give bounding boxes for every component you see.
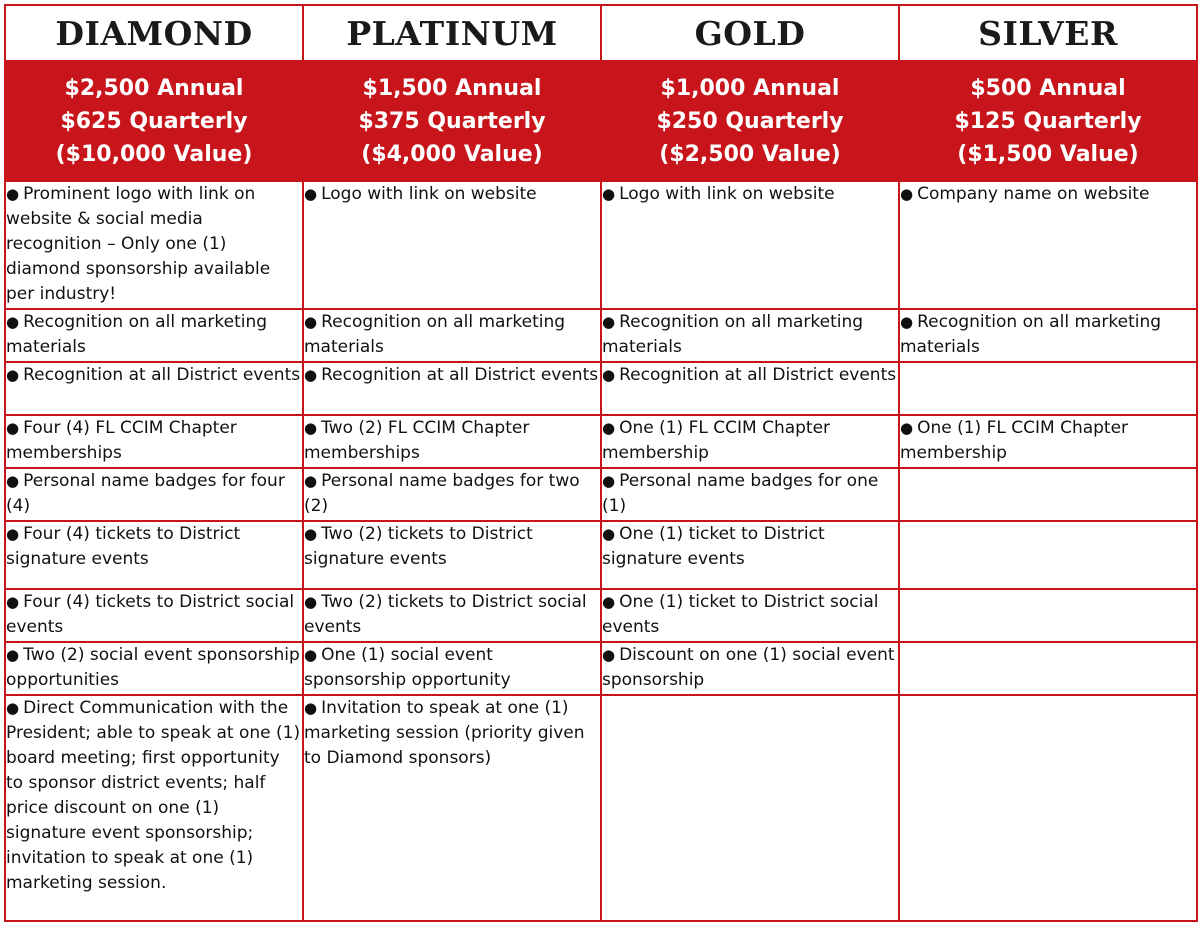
- benefit-cell: [303, 468, 601, 521]
- benefit-text: Logo with link on website: [321, 184, 537, 204]
- benefit-text: Personal name badges for one (1): [602, 471, 879, 516]
- benefit-cell: [303, 642, 601, 695]
- bullet-icon: ●: [6, 472, 20, 490]
- bullet-icon: ●: [6, 593, 20, 611]
- bullet-icon: ●: [900, 313, 914, 331]
- benefit-text: One (1) ticket to District signature events: [602, 524, 825, 569]
- benefit-cell-empty: [899, 362, 1197, 415]
- benefit-cell: [303, 415, 601, 468]
- benefit-text: Personal name badges for two (2): [304, 471, 580, 516]
- quarterly-price: $375 Quarterly: [358, 108, 546, 134]
- bullet-icon: ●: [6, 646, 20, 664]
- benefit-text: Personal name badges for four (4): [6, 471, 285, 516]
- bullet-icon: ●: [304, 699, 318, 717]
- benefit-text: One (1) FL CCIM Chapter membership: [602, 418, 831, 463]
- benefit-text: Recognition on all marketing materials: [900, 312, 1162, 357]
- bullet-icon: ●: [304, 366, 318, 384]
- benefit-row-social-sponsorship: [5, 642, 1197, 695]
- benefit-text: Recognition at all District events: [23, 365, 301, 385]
- annual-price: $2,500 Annual: [64, 75, 244, 101]
- benefit-text: Recognition on all marketing materials: [304, 312, 566, 357]
- benefit-cell: [899, 415, 1197, 468]
- benefit-cell: [5, 642, 303, 695]
- benefit-cell: [601, 468, 899, 521]
- benefit-row-website: [5, 181, 1197, 309]
- benefit-row-marketing: [5, 309, 1197, 362]
- benefit-text: Recognition at all District events: [619, 365, 897, 385]
- benefit-cell: [303, 589, 601, 642]
- bullet-icon: ●: [304, 472, 318, 490]
- benefit-text: Logo with link on website: [619, 184, 835, 204]
- bullet-icon: ●: [6, 525, 20, 543]
- benefit-text: Recognition on all marketing materials: [6, 312, 268, 357]
- benefit-cell: [5, 695, 303, 921]
- bullet-icon: ●: [6, 366, 20, 384]
- price-block-platinum: [303, 61, 601, 181]
- benefit-text: Two (2) social event sponsorship opportunities: [6, 645, 300, 690]
- benefit-cell: [601, 181, 899, 309]
- benefit-cell: [303, 521, 601, 589]
- benefit-cell: [601, 415, 899, 468]
- bullet-icon: ●: [602, 419, 616, 437]
- quarterly-price: $125 Quarterly: [954, 108, 1142, 134]
- annual-price: $1,000 Annual: [660, 75, 840, 101]
- bullet-icon: ●: [602, 472, 616, 490]
- quarterly-price: $625 Quarterly: [60, 108, 248, 134]
- bullet-icon: ●: [602, 185, 616, 203]
- benefit-cell-empty: [601, 695, 899, 921]
- price-block-silver: [899, 61, 1197, 181]
- bullet-icon: ●: [304, 525, 318, 543]
- benefit-text: One (1) ticket to District social events: [602, 592, 879, 637]
- benefit-cell-empty: [899, 642, 1197, 695]
- benefit-text: Two (2) tickets to District social events: [304, 592, 587, 637]
- benefit-cell: [303, 309, 601, 362]
- benefit-cell: [899, 309, 1197, 362]
- benefit-cell-empty: [899, 589, 1197, 642]
- sponsorship-value: ($10,000 Value): [55, 141, 253, 167]
- price-block-diamond: [5, 61, 303, 181]
- benefit-cell: [601, 589, 899, 642]
- bullet-icon: ●: [6, 313, 20, 331]
- benefit-row-signature-tickets: [5, 521, 1197, 589]
- tier-price-row: [5, 61, 1197, 181]
- tier-name-diamond: DIAMOND: [5, 5, 303, 61]
- benefit-cell-empty: [899, 695, 1197, 921]
- tier-name-row: [5, 5, 1197, 61]
- benefit-cell: [5, 589, 303, 642]
- bullet-icon: ●: [602, 366, 616, 384]
- benefit-row-social-tickets: [5, 589, 1197, 642]
- bullet-icon: ●: [602, 525, 616, 543]
- benefit-cell: [5, 181, 303, 309]
- benefit-row-speaking: [5, 695, 1197, 921]
- benefit-cell-empty: [899, 468, 1197, 521]
- benefit-cell: [5, 362, 303, 415]
- benefit-cell: [601, 642, 899, 695]
- tier-name-gold: GOLD: [601, 5, 899, 61]
- benefit-text: Company name on website: [917, 184, 1150, 204]
- benefit-row-memberships: [5, 415, 1197, 468]
- bullet-icon: ●: [304, 646, 318, 664]
- bullet-icon: ●: [602, 313, 616, 331]
- bullet-icon: ●: [900, 419, 914, 437]
- benefit-text: Four (4) tickets to District signature events: [6, 524, 241, 569]
- annual-price: $500 Annual: [970, 75, 1126, 101]
- bullet-icon: ●: [900, 185, 914, 203]
- benefit-cell: [899, 181, 1197, 309]
- bullet-icon: ●: [602, 646, 616, 664]
- bullet-icon: ●: [304, 593, 318, 611]
- sponsorship-tiers-sheet: [4, 4, 1196, 921]
- sponsorship-value: ($2,500 Value): [659, 141, 841, 167]
- benefit-text: One (1) FL CCIM Chapter membership: [900, 418, 1129, 463]
- benefit-cell: [303, 181, 601, 309]
- annual-price: $1,500 Annual: [362, 75, 542, 101]
- sponsorship-tiers-table: [4, 4, 1198, 922]
- tier-name-platinum: PLATINUM: [303, 5, 601, 61]
- sponsorship-value: ($4,000 Value): [361, 141, 543, 167]
- benefit-text: Two (2) tickets to District signature events: [304, 524, 533, 569]
- bullet-icon: ●: [304, 313, 318, 331]
- benefit-cell: [601, 309, 899, 362]
- quarterly-price: $250 Quarterly: [656, 108, 844, 134]
- benefit-text: Recognition on all marketing materials: [602, 312, 864, 357]
- sponsorship-value: ($1,500 Value): [957, 141, 1139, 167]
- bullet-icon: ●: [304, 419, 318, 437]
- benefit-row-district-events: [5, 362, 1197, 415]
- bullet-icon: ●: [304, 185, 318, 203]
- benefit-cell: [601, 521, 899, 589]
- benefit-cell: [303, 362, 601, 415]
- benefit-text: Four (4) tickets to District social events: [6, 592, 295, 637]
- benefit-text: One (1) social event sponsorship opportunity: [304, 645, 511, 690]
- bullet-icon: ●: [602, 593, 616, 611]
- price-block-gold: [601, 61, 899, 181]
- benefit-text: Direct Communication with the President; able to speak at one (1) board meeting; first opportunity to sponsor district events; half price discount on one (1) signature event sponsorship; invitation to speak at one (1) marketing session.: [6, 698, 301, 893]
- benefit-text: Prominent logo with link on website & social media recognition – Only one (1) diamond sponsorship available per industry!: [6, 184, 271, 304]
- tier-name-silver: SILVER: [899, 5, 1197, 61]
- benefit-cell: [5, 521, 303, 589]
- benefit-text: Recognition at all District events: [321, 365, 599, 385]
- bullet-icon: ●: [6, 699, 20, 717]
- benefit-text: Discount on one (1) social event sponsorship: [602, 645, 895, 690]
- benefit-cell: [303, 695, 601, 921]
- benefit-row-name-badges: [5, 468, 1197, 521]
- benefit-text: Invitation to speak at one (1) marketing session (priority given to Diamond sponsors): [304, 698, 585, 768]
- benefit-text: Two (2) FL CCIM Chapter memberships: [304, 418, 530, 463]
- benefit-text: Four (4) FL CCIM Chapter memberships: [6, 418, 237, 463]
- benefit-cell-empty: [899, 521, 1197, 589]
- benefit-cell: [601, 362, 899, 415]
- benefit-cell: [5, 309, 303, 362]
- bullet-icon: ●: [6, 185, 20, 203]
- benefit-cell: [5, 415, 303, 468]
- benefit-cell: [5, 468, 303, 521]
- bullet-icon: ●: [6, 419, 20, 437]
